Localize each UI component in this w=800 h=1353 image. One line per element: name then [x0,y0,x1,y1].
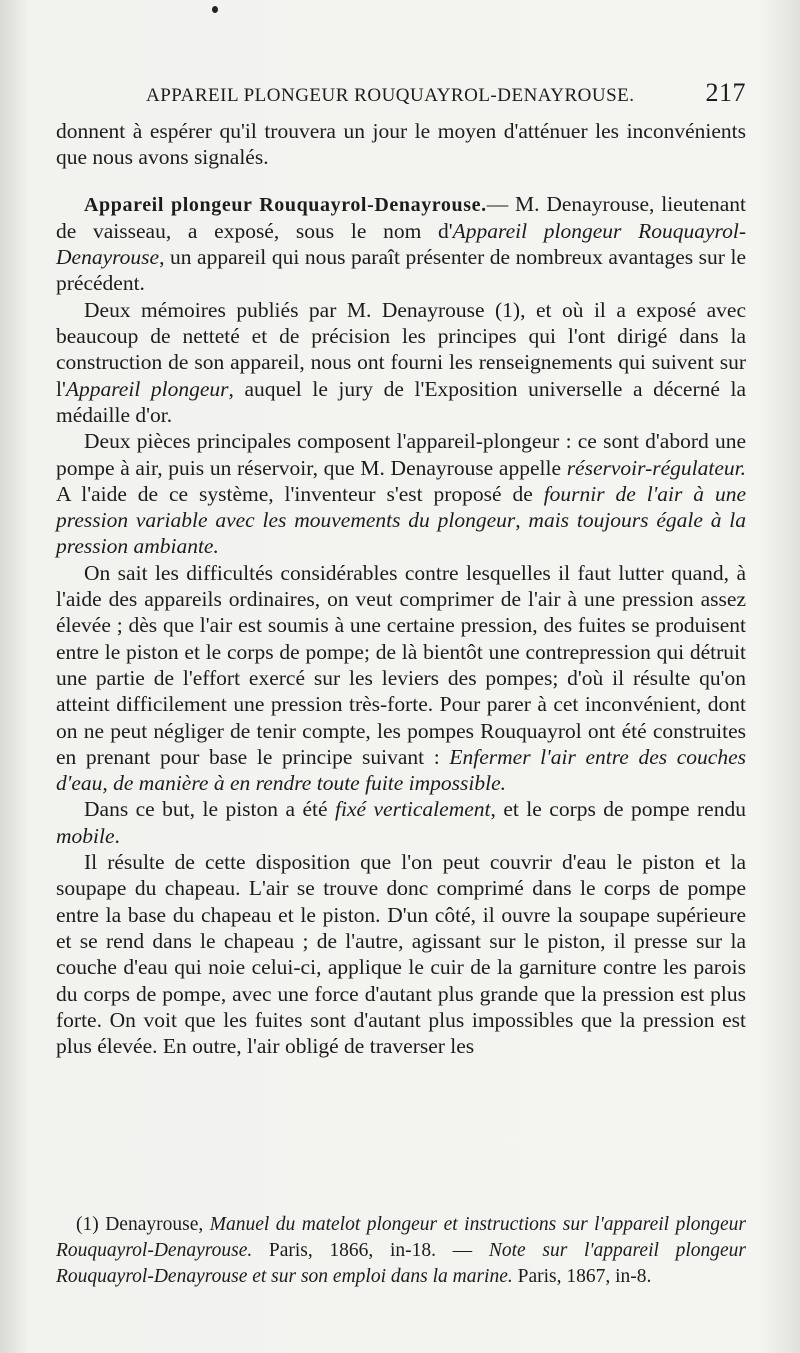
paragraph-continuation: donnent à espérer qu'il trouvera un jour le moyen d'atténuer les inconvénients que nous avons signalés. [56,119,746,170]
paragraph-disposition: Il résulte de cette disposition que l'on peut couvrir d'eau le piston et la soupape du chapeau. L'air se trouve donc comprimé dans le corps de pompe entre la base du chapeau et le piston. D'un côté, il ouvre la soupape supérieure et se rend dans le chapeau ; de l'autre, agissant sur le piston, il presse sur la couche d'eau qui noie celui-ci, applique le cuir de la garniture contre les parois du corps de pompe, avec une force d'autant plus grande que la pression est plus forte. On voit que les fuites sont d'autant plus impossibles que la pression est plus élevée. En outre, l'air obligé de traverser les [56,850,746,1059]
section-heading: Appareil plongeur Rouquayrol-Denayrouse. [84,193,487,216]
paragraph-memoires: Deux mémoires publiés par M. Denayrouse (1), et où il a exposé avec beaucoup de netteté et de précision les principes qui l'ont dirigé dans la construction de son appareil, nous ont fourni les renseignements qui suivent sur l'Appareil plongeur, auquel le jury de l'Exposition universelle a décerné la médaille d'or. [56,297,747,427]
ink-speck [212,6,218,13]
running-header [146,78,746,108]
paragraph-pieces: Deux pièces principales composent l'appareil-plongeur : ce sont d'abord une pompe à air, puis un réservoir, que M. Denayrouse appelle réservoir-régulateur. A l'aide de ce système, l'inventeur s'est proposé de fournir de l'air à une pression variable avec les mouvements du plongeur, mais toujours égale à la pression ambiante. [56,429,746,559]
running-title: APPAREIL PLONGEUR ROUQUAYROL-DENAYROUSE. [146,85,635,106]
paragraph-difficultes: On sait les difficultés considérables contre lesquelles il faut lutter quand, à l'aide des appareils ordinaires, on veut comprimer de l'air à une pression assez élevée ; dès que l'air est soumis à une certaine pression, des fuites se produisent entre le piston et le corps de pompe; de là bientôt une contrepression qui détruit une partie de l'effort exercé sur les leviers des pompes; d'où il résulte qu'on atteint difficilement une pression très-forte. Pour parer à cet inconvénient, dont on ne peut négliger de tenir compte, les pompes Rouquayrol ont été construites en prenant pour base le principe suivant : Enfermer l'air entre des couches d'eau, de manière à en rendre toute fuite impossible. [56,560,746,796]
footnote: (1) Denayrouse, Manuel du matelot plongeur et instructions sur l'appareil plongeur Rouquayrol-Denayrouse. Paris, 1866, in-18. — Note sur l'appareil plongeur Rouquayrol-Denayrouse et sur son emploi dans la marine. Paris, 1867, in-8. [56,1214,746,1287]
paragraph-piston: Dans ce but, le piston a été fixé verticalement, et le corps de pompe rendu mobile. [56,797,746,848]
paragraph-section-intro: Appareil plongeur Rouquayrol-Denayrouse.— M. Denayrouse, lieutenant de vaisseau, a exposé, sous le nom d'Appareil plongeur Rouquayrol-Denayrouse, un appareil qui nous paraît présenter de nombreux avantages sur le précédent. [56,191,746,296]
body-text [56,118,746,1059]
page-number: 217 [705,78,746,107]
